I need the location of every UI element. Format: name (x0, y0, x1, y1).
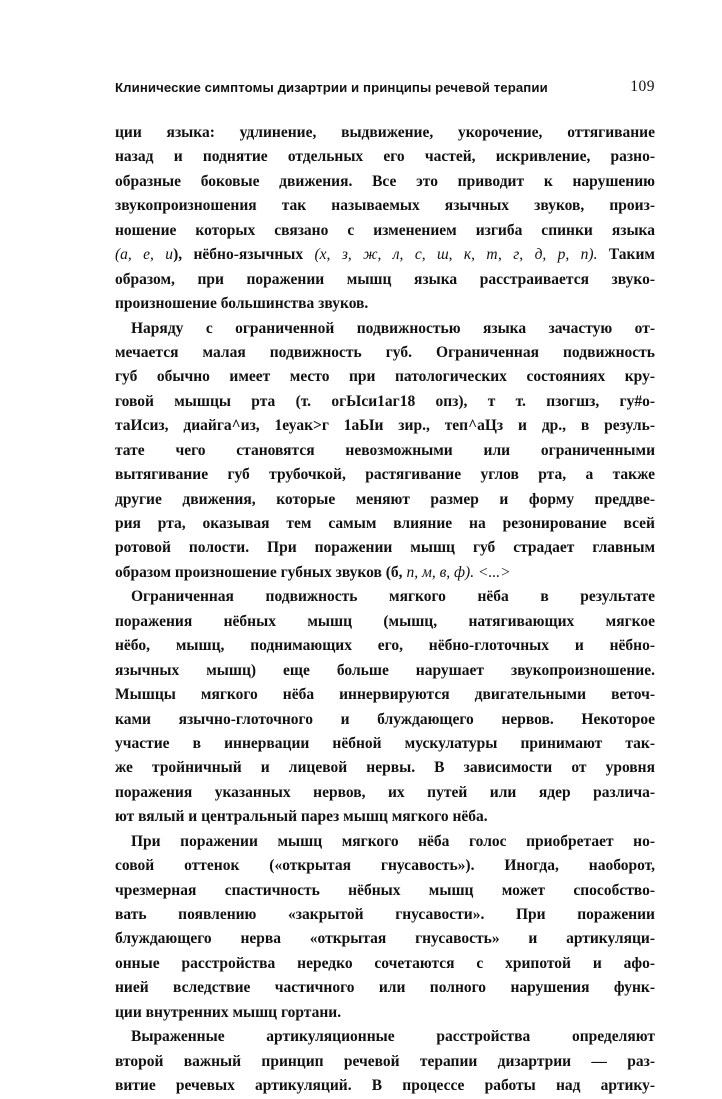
text-line: чрезмерная спастичность нёбных мышц может способство- (115, 881, 655, 899)
paragraph-first-line: Наряду с ограниченной подвижностью языка зачастую от- (131, 319, 655, 337)
text-line: образом, при поражении мышц языка расстраивается звуко- (115, 270, 655, 288)
text-line: образные боковые движения. Все это приводит к нарушению (115, 172, 655, 190)
italic-text-fragment: п, м, в, ф). (406, 563, 475, 581)
text-line: ками язычно-глоточного и блуждающего нервов. Некоторое (115, 710, 655, 728)
paragraph-last-line: ют вялый и центральный парез мышц мягкого нёба. (115, 808, 488, 826)
paragraph-last-line: ции внутренних мышц гортани. (115, 1003, 342, 1021)
text-line: поражения указанных нервов, их путей или ядер различа- (115, 783, 655, 801)
italic-text-fragment: (х, з, ж, л, с, ш, к, т, г, д, р, п). (314, 246, 598, 264)
text-line: онные расстройства нередко сочетаются с хрипотой и афо- (115, 954, 655, 972)
text-line: рия рта, оказывая тем самым влияние на резонирование всей (115, 515, 655, 532)
paragraph-first-line: Ограниченная подвижность мягкого нёба в результате (131, 588, 655, 606)
text-line: другие движения, которые меняют размер и форму преддве- (115, 490, 655, 508)
text-fragment: образом произношение губных звуков (б, (115, 563, 407, 581)
text-line: таИсиз, диайга^из, 1еуак>г 1аЫи зир., теп^аЦз и др., в резуль- (115, 417, 655, 435)
text-line: язычных мышц) еще больше нарушает звукопроизношение. (115, 661, 655, 679)
text-line: говой мышцы рта (т. огЫси1аг18 опз), т т. пзогшз, гу#о- (115, 392, 655, 410)
text-fragment: (а, (115, 246, 144, 264)
text-line: второй важный принцип речевой терапии дизартрии — раз- (115, 1052, 655, 1070)
text-line: звукопроизношения так называемых язычных звуков, произ- (115, 197, 655, 215)
text-line: витие речевых артикуляций. В процессе работы над артику- (115, 1077, 655, 1095)
paragraph-first-line: Выраженные артикуляционные расстройства определяют (131, 1028, 655, 1046)
text-line: совой оттенок («открытая гнусавость»). Иногда, наоборот, (115, 857, 655, 875)
text-line: нёбо, мышц, поднимающих его, нёбно-глоточных и нёбно- (115, 637, 655, 655)
text-line: поражения нёбных мышц (мышц, натягивающих мягкое (115, 612, 655, 630)
text-line: тате чего становятся невозможными или ограниченными (115, 441, 655, 459)
text-line: ношение которых связано с изменением изгиба спинки языка (115, 221, 655, 239)
text-fragment: Таким (597, 246, 655, 264)
paragraph-last-line (115, 561, 655, 585)
text-line: мечается малая подвижность губ. Ограниченная подвижность (115, 343, 655, 361)
text-line: вытягивание губ трубочкой, растягивание углов рта, а также (115, 466, 655, 484)
body-text (115, 121, 655, 1099)
italic-text-fragment: е, и (143, 246, 174, 264)
text-line: назад и поднятие отдельных его частей, искривление, разно- (115, 148, 655, 166)
text-line: ции языка: удлинение, выдвижение, укорочение, оттягивание (115, 124, 655, 141)
text-line: губ обычно имеет место при патологических состояниях кру- (115, 368, 655, 386)
paragraph-last-line: произношение большинства звуков. (115, 295, 369, 313)
text-line: же тройничный и лицевой нервы. В зависимости от уровня (115, 759, 655, 777)
text-line: Мышцы мягкого нёба иннервируются двигательными веточ- (115, 686, 655, 704)
running-title: Клинические симптомы дизартрии и принципы речевой терапии (115, 80, 548, 95)
text-fragment: ), нёбно-язычных (173, 246, 315, 264)
text-line: ротовой полости. При поражении мышц губ страдает главным (115, 539, 655, 557)
paragraph-first-line: При поражении мышц мягкого нёба голос приобретает но- (131, 832, 655, 850)
text-line: участие в иннервации нёбной мускулатуры принимают так- (115, 734, 655, 752)
omission-marker: <...> (477, 563, 511, 581)
text-line (115, 243, 655, 267)
running-header (115, 78, 655, 100)
text-line: вать появлению «закрытой гнусавости». При поражении (115, 906, 655, 923)
text-line: блуждающего нерва «открытая гнусавость» и артикуляци- (115, 930, 655, 948)
text-line: нией вследствие частичного или полного нарушения функ- (115, 979, 655, 997)
page-number: 109 (630, 78, 655, 95)
